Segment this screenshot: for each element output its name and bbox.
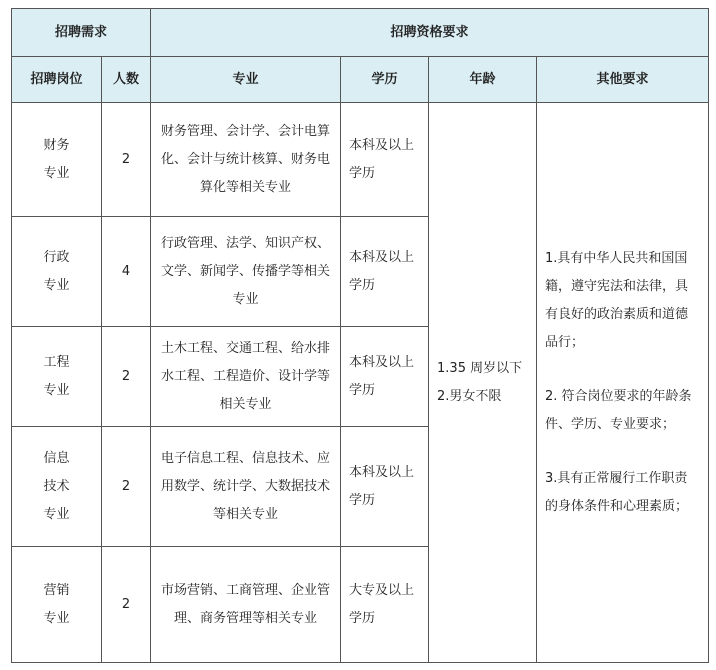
position-cell bbox=[12, 547, 102, 663]
education-cell: 本科及以上学历 bbox=[341, 327, 429, 427]
position-line: 专业 bbox=[43, 610, 70, 626]
col-count: 人数 bbox=[102, 57, 151, 103]
other-requirement-item: 2. 符合岗位要求的年龄条件、学历、专业要求； bbox=[545, 388, 692, 432]
col-position: 招聘岗位 bbox=[12, 57, 102, 103]
position-line: 行政 bbox=[43, 249, 70, 265]
col-education: 学历 bbox=[341, 57, 429, 103]
education-cell: 本科及以上学历 bbox=[341, 427, 429, 547]
count-cell: 2 bbox=[102, 547, 151, 663]
position-line: 专业 bbox=[43, 165, 70, 181]
position-cell bbox=[12, 427, 102, 547]
position-line: 专业 bbox=[43, 277, 70, 293]
position-line: 工程 bbox=[43, 354, 70, 370]
position-line: 财务 bbox=[43, 137, 70, 153]
age-cell bbox=[429, 103, 537, 663]
count-cell: 2 bbox=[102, 103, 151, 217]
major-cell: 财务管理、会计学、会计电算化、会计与统计核算、财务电算化等相关专业 bbox=[151, 103, 341, 217]
education-cell: 本科及以上学历 bbox=[341, 103, 429, 217]
position-cell bbox=[12, 217, 102, 327]
count-cell: 4 bbox=[102, 217, 151, 327]
position-cell bbox=[12, 327, 102, 427]
position-line: 专业 bbox=[43, 382, 70, 398]
header-demand: 招聘需求 bbox=[12, 9, 151, 57]
count-cell: 2 bbox=[102, 427, 151, 547]
col-other: 其他要求 bbox=[537, 57, 709, 103]
col-major: 专业 bbox=[151, 57, 341, 103]
other-requirements-cell bbox=[537, 103, 709, 663]
position-cell bbox=[12, 103, 102, 217]
other-requirement-item: 1.具有中华人民共和国国籍，遵守宪法和法律，具有良好的政治素质和道德品行； bbox=[545, 250, 689, 350]
major-cell: 行政管理、法学、知识产权、文学、新闻学、传播学等相关专业 bbox=[151, 217, 341, 327]
major-cell: 土木工程、交通工程、给水排水工程、工程造价、设计学等相关专业 bbox=[151, 327, 341, 427]
major-cell: 电子信息工程、信息技术、应用数学、统计学、大数据技术等相关专业 bbox=[151, 427, 341, 547]
education-cell: 大专及以上学历 bbox=[341, 547, 429, 663]
education-cell: 本科及以上学历 bbox=[341, 217, 429, 327]
age-line: 1.35 周岁以下 bbox=[437, 360, 523, 376]
position-line: 信息 bbox=[43, 450, 70, 466]
position-line: 营销 bbox=[43, 582, 70, 598]
count-cell: 2 bbox=[102, 327, 151, 427]
major-cell: 市场营销、工商管理、企业管理、商务管理等相关专业 bbox=[151, 547, 341, 663]
recruitment-table bbox=[11, 8, 709, 663]
position-line: 技术 bbox=[43, 478, 70, 494]
header-qualifications: 招聘资格要求 bbox=[151, 9, 709, 57]
position-line: 专业 bbox=[43, 506, 70, 522]
other-requirement-item: 3.具有正常履行工作职责的身体条件和心理素质； bbox=[545, 470, 689, 514]
table-row bbox=[12, 103, 709, 217]
col-age: 年龄 bbox=[429, 57, 537, 103]
age-line: 2.男女不限 bbox=[437, 388, 502, 404]
